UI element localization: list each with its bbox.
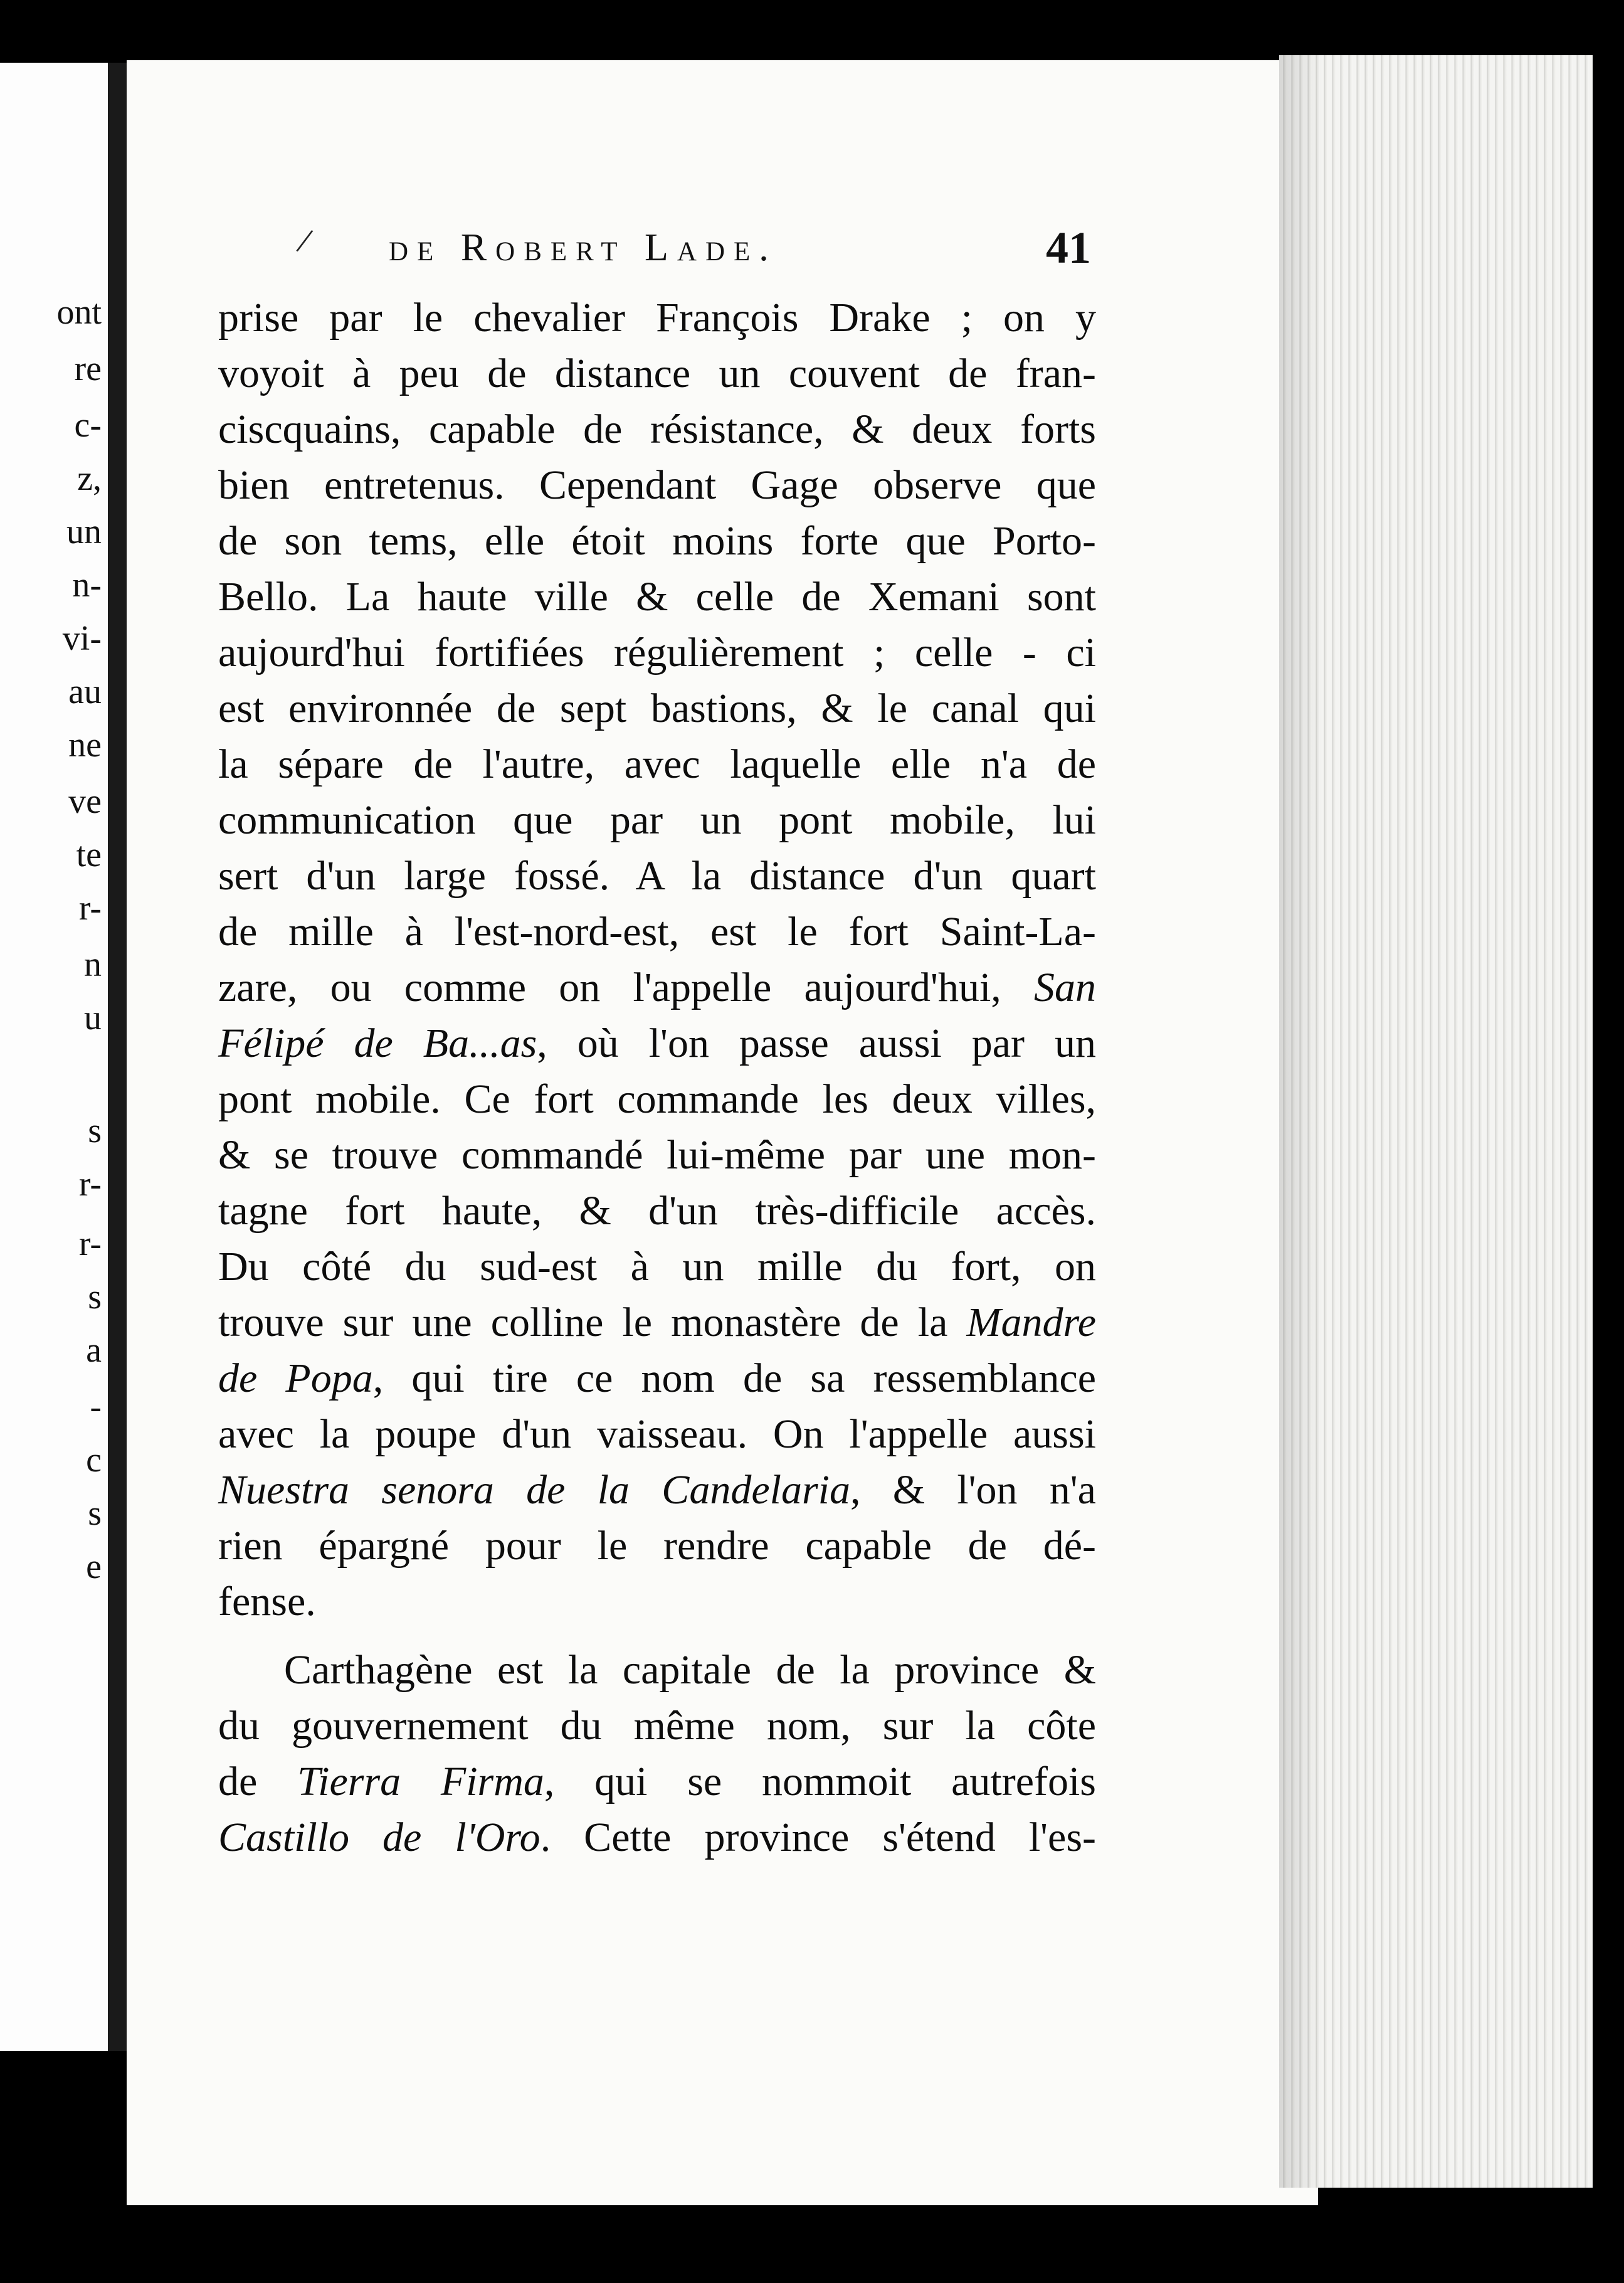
text-line — [218, 625, 1096, 681]
left-page-fragment: r- — [78, 889, 102, 928]
text-segment: , où l'on passe aussi par un — [537, 1020, 1096, 1066]
text-segment: de son tems, elle étoit moins forte que Porto- — [218, 518, 1096, 564]
left-page-fragment: c — [86, 1441, 102, 1480]
text-segment: prise par le chevalier François Drake ; on y — [218, 295, 1096, 341]
text-segment: de — [218, 1759, 298, 1804]
text-line — [218, 1518, 1096, 1574]
text-segment: voyoit à peu de distance un couvent de fran- — [218, 351, 1096, 396]
page-edges-shadow — [1279, 55, 1323, 2188]
stray-mark: / — [293, 220, 316, 262]
text-line — [218, 1015, 1096, 1071]
italic-text: Castillo de l'Oro — [218, 1814, 540, 1860]
text-line — [218, 1350, 1096, 1406]
text-line — [218, 792, 1096, 848]
text-segment: Carthagène est la capitale de la province & — [284, 1647, 1096, 1693]
text-line — [218, 1754, 1096, 1809]
text-line — [218, 1295, 1096, 1350]
text-line — [218, 960, 1096, 1015]
text-line — [218, 1462, 1096, 1518]
text-segment: du gouvernement du même nom, sur la côte — [218, 1703, 1096, 1749]
text-segment: avec la poupe d'un vaisseau. On l'appelle aussi — [218, 1411, 1096, 1457]
book-gutter — [108, 63, 127, 2051]
text-segment: , qui tire ce nom de sa ressemblance — [372, 1355, 1096, 1401]
text-line — [218, 1809, 1096, 1865]
italic-text: Félipé de Ba...as — [218, 1020, 537, 1066]
text-segment: . Cette province s'étend l'es- — [540, 1814, 1097, 1860]
left-page-fragment: ne — [68, 726, 102, 765]
left-page-fragment: e — [86, 1547, 102, 1586]
text-segment: tagne fort haute, & d'un très-difficile accès. — [218, 1188, 1096, 1234]
left-page-fragment: s — [88, 1494, 102, 1533]
text-line — [218, 569, 1096, 625]
text-segment: est environnée de sept bastions, & le canal qui — [218, 686, 1096, 731]
left-page-fragment: ont — [56, 293, 102, 332]
left-page-fragment: n — [84, 945, 102, 984]
text-line — [218, 457, 1096, 513]
text-line — [218, 904, 1096, 960]
left-page-fragment: un — [66, 512, 102, 551]
page-edges — [1279, 55, 1593, 2188]
text-segment: bien entretenus. Cependant Gage observe que — [218, 462, 1096, 508]
italic-text: Tierra Firma — [297, 1759, 544, 1804]
text-line — [218, 1127, 1096, 1183]
text-line — [218, 401, 1096, 457]
left-page-fragment: vi- — [62, 619, 102, 658]
text-line — [218, 1071, 1096, 1127]
text-segment: fense. — [218, 1579, 316, 1624]
text-line — [218, 1183, 1096, 1239]
running-head — [389, 223, 1091, 282]
italic-text: de Popa — [218, 1355, 373, 1401]
left-page-fragment: re — [74, 349, 102, 388]
text-segment: & se trouve commandé lui-même par une mon- — [218, 1132, 1096, 1178]
left-page-fragment: s — [88, 1278, 102, 1316]
left-page-fragment: - — [90, 1387, 102, 1426]
running-title: de Robert Lade. — [389, 226, 778, 269]
italic-text: Mandre — [966, 1300, 1096, 1345]
left-page-fragment: u — [84, 998, 102, 1037]
text-line — [218, 1642, 1096, 1698]
text-segment: ciscquains, capable de résistance, & deux forts — [218, 406, 1096, 452]
text-segment: aujourd'hui fortifiées régulièrement ; celle - ci — [218, 630, 1096, 675]
left-page-fragment: r- — [78, 1165, 102, 1204]
text-line — [218, 1574, 1096, 1629]
italic-text: Nuestra senora de la Candelaria — [218, 1467, 850, 1513]
italic-text: San — [1034, 965, 1096, 1010]
text-line — [218, 736, 1096, 792]
text-segment: , & l'on n'a — [850, 1467, 1096, 1513]
text-segment: Du côté du sud-est à un mille du fort, on — [218, 1244, 1096, 1290]
text-segment: sert d'un large fossé. A la distance d'un quart — [218, 853, 1096, 899]
text-segment: rien épargné pour le rendre capable de dé- — [218, 1523, 1096, 1569]
left-page-fragment: te — [76, 835, 102, 874]
body-text — [218, 290, 1096, 1865]
text-segment: Bello. La haute ville & celle de Xemani sont — [218, 574, 1096, 620]
text-line — [218, 513, 1096, 569]
text-segment: la sépare de l'autre, avec laquelle elle n'a de — [218, 741, 1096, 787]
text-line — [218, 1698, 1096, 1754]
left-page-fragment: n- — [72, 566, 102, 605]
text-segment: pont mobile. Ce fort commande les deux villes, — [218, 1076, 1096, 1122]
left-page-fragment: c- — [74, 406, 102, 445]
text-line — [218, 346, 1096, 401]
left-page-fragment: ve — [68, 782, 102, 821]
left-page-fragment: a — [86, 1331, 102, 1370]
left-page-fragment: r- — [78, 1224, 102, 1263]
text-line — [218, 848, 1096, 904]
text-line — [218, 1406, 1096, 1462]
left-page-fragment: z, — [77, 459, 102, 498]
text-segment: trouve sur une colline le monastère de la — [218, 1300, 967, 1345]
text-segment: zare, ou comme on l'appelle aujourd'hui, — [218, 965, 1034, 1010]
text-segment: de mille à l'est-nord-est, est le fort Saint-La- — [218, 909, 1096, 955]
text-line — [218, 290, 1096, 346]
text-line — [218, 681, 1096, 736]
text-segment: communication que par un pont mobile, lui — [218, 797, 1096, 843]
left-page-fragment: au — [68, 672, 102, 711]
left-page-fragment: s — [88, 1111, 102, 1150]
page-number: 41 — [1046, 223, 1091, 273]
text-line — [218, 1239, 1096, 1295]
text-segment: , qui se nommoit autrefois — [544, 1759, 1096, 1804]
